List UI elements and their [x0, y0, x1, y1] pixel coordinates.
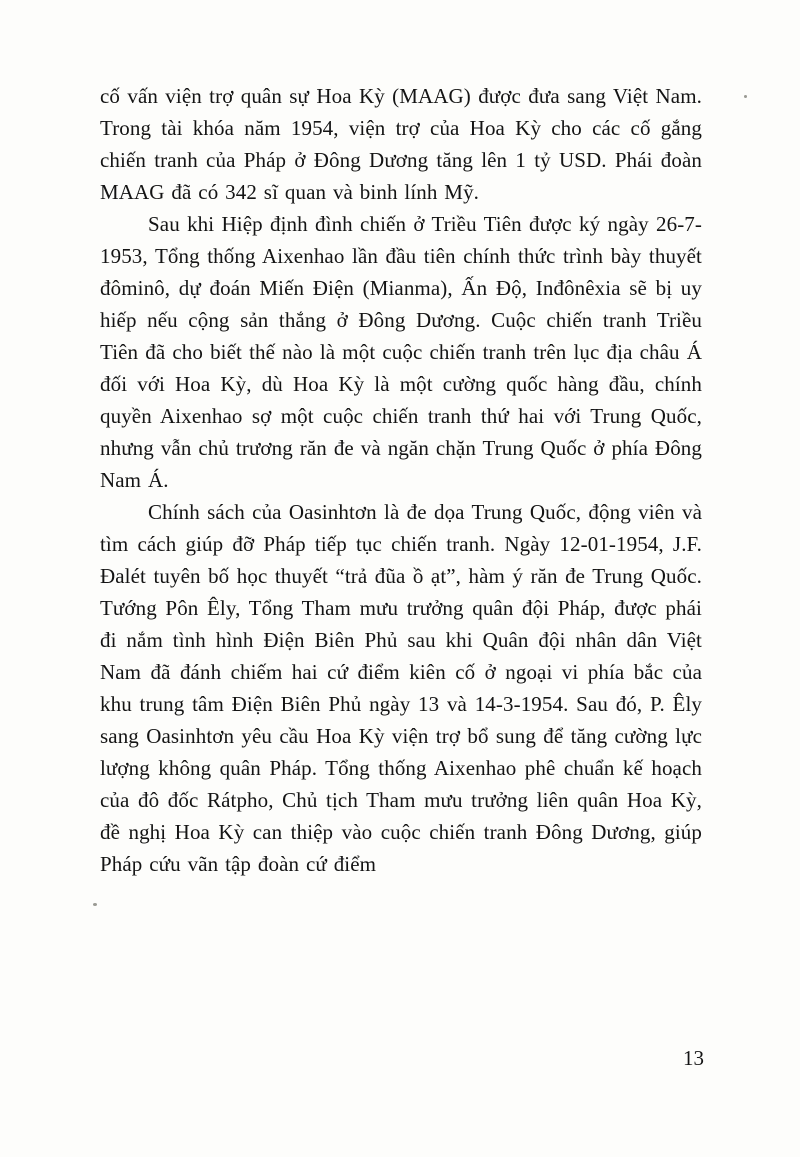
- paragraph: Chính sách của Oasinhtơn là đe dọa Trung Quốc, động viên và tìm cách giúp đỡ Pháp tiếp tục chiến tranh. Ngày 12-01-1954, J.F. Đalét tuyên bố học thuyết “trả đũa ồ ạt”, hàm ý răn đe Trung Quốc. Tướng Pôn Êly, Tổng Tham mưu trưởng quân đội Pháp, được phái đi nắm tình hình Điện Biên Phủ sau khi Quân đội nhân dân Việt Nam đã đánh chiếm hai cứ điểm kiên cố ở ngoại vi phía bắc của khu trung tâm Điện Biên Phủ ngày 13 và 14-3-1954. Sau đó, P. Êly sang Oasinhtơn yêu cầu Hoa Kỳ viện trợ bổ sung để tăng cường lực lượng không quân Pháp. Tổng thống Aixenhao phê chuẩn kế hoạch của đô đốc Rátpho, Chủ tịch Tham mưu trưởng liên quân Hoa Kỳ, đề nghị Hoa Kỳ can thiệp vào cuộc chiến tranh Đông Dương, giúp Pháp cứu vãn tập đoàn cứ điểm: [100, 500, 702, 876]
- scan-artifact: [93, 903, 97, 906]
- body-text: [100, 80, 702, 880]
- page-number: 13: [683, 1046, 704, 1070]
- paragraph: Sau khi Hiệp định đình chiến ở Triều Tiên được ký ngày 26-7-1953, Tổng thống Aixenhao lần đầu tiên chính thức trình bày thuyết đôminô, dự đoán Miến Điện (Mianma), Ấn Độ, Inđônêxia sẽ bị uy hiếp nếu cộng sản thắng ở Đông Dương. Cuộc chiến tranh Triều Tiên đã cho biết thế nào là một cuộc chiến tranh trên lục địa châu Á đối với Hoa Kỳ, dù Hoa Kỳ là một cường quốc hàng đầu, chính quyền Aixenhao sợ một cuộc chiến tranh thứ hai với Trung Quốc, nhưng vẫn chủ trương răn đe và ngăn chặn Trung Quốc ở phía Đông Nam Á.: [100, 212, 702, 492]
- scan-artifact: [744, 95, 747, 98]
- paragraph-continued: cố vấn viện trợ quân sự Hoa Kỳ (MAAG) được đưa sang Việt Nam. Trong tài khóa năm 1954, viện trợ của Hoa Kỳ cho các cố gắng chiến tranh của Pháp ở Đông Dương tăng lên 1 tỷ USD. Phái đoàn MAAG đã có 342 sĩ quan và binh lính Mỹ.: [100, 84, 702, 204]
